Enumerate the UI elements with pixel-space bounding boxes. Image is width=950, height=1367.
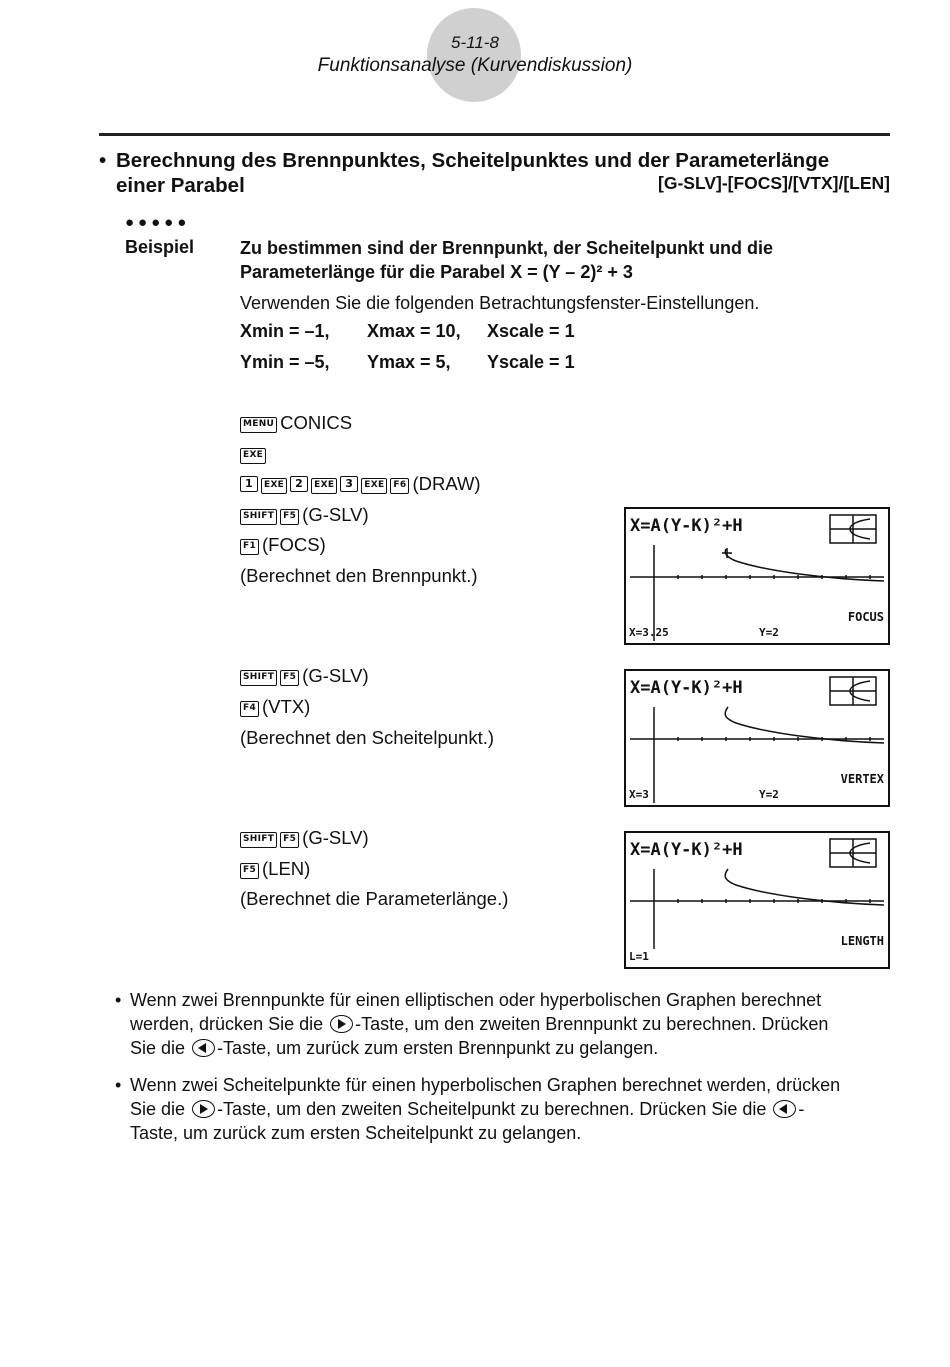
window-intro: Verwenden Sie die folgenden Betrachtungsfenster-Einstellungen. — [240, 293, 760, 313]
menu-key: MENU — [240, 417, 277, 433]
key-3: 3 — [340, 476, 358, 492]
setting-xmax: Xmax = 10, — [367, 321, 461, 341]
f4-key: F4 — [240, 701, 259, 717]
section-function-tag: [G-SLV]-[FOCS]/[VTX]/[LEN] — [658, 173, 890, 193]
shift-key: SHIFT — [240, 832, 277, 848]
step-menu-conics — [240, 411, 352, 435]
key-1: 1 — [240, 476, 258, 492]
step-vtx — [240, 695, 310, 719]
note1-line2b: -Taste, um den zweiten Brennpunkt zu berechnen. Drücken — [355, 1014, 829, 1034]
calculator-screen-vertex — [624, 669, 890, 807]
step-vtx-note: (Berechnet den Scheitelpunkt.) — [240, 727, 495, 748]
screen-result-length: L=1 — [629, 950, 649, 963]
exe-key: EXE — [261, 478, 287, 494]
screen-result-x: X=3.25 — [629, 626, 669, 639]
step-gslv-3 — [240, 826, 369, 850]
exe-key: EXE — [311, 478, 337, 494]
step-exe — [240, 442, 269, 466]
step-focs — [240, 533, 326, 557]
note2-line2c: - — [798, 1099, 805, 1119]
step-draw-label: (DRAW) — [412, 473, 481, 494]
example-task-line2: Parameterlänge für die Parabel X = (Y – 2)² + 3 — [240, 262, 633, 282]
screen-result-y: Y=2 — [759, 788, 779, 801]
example-task-line1: Zu bestimmen sind der Brennpunkt, der Scheitelpunkt und die — [240, 238, 774, 258]
left-arrow-key-icon — [192, 1039, 215, 1057]
f5-key: F5 — [280, 832, 299, 848]
note-bullet: • — [115, 1075, 122, 1095]
right-arrow-key-icon — [330, 1015, 353, 1033]
exe-key: EXE — [240, 448, 266, 464]
left-arrow-key-icon — [773, 1100, 796, 1118]
step-gslv-label: (G-SLV) — [302, 827, 369, 848]
section-rule — [99, 133, 890, 136]
chapter-title: Funktionsanalyse (Kurvendiskussion) — [317, 55, 633, 76]
f5-key: F5 — [240, 863, 259, 879]
step-gslv-label: (G-SLV) — [302, 504, 369, 525]
setting-ymax: Ymax = 5, — [367, 352, 451, 372]
key-2: 2 — [290, 476, 308, 492]
screen-formula: X=A(Y-K)²+H — [630, 516, 743, 536]
example-label: Beispiel — [125, 237, 195, 257]
step-focs-label: (FOCS) — [262, 534, 326, 555]
section-title-line1: Berechnung des Brennpunktes, Scheitelpunktes und der Parameterlänge — [116, 149, 830, 172]
f1-key: F1 — [240, 539, 259, 555]
setting-yscale: Yscale = 1 — [487, 352, 575, 372]
note1-line2a: werden, drücken Sie die — [130, 1014, 324, 1034]
step-gslv-2 — [240, 664, 369, 688]
screen-function-label: FOCUS — [847, 610, 884, 624]
step-len — [240, 857, 310, 881]
note2-line2a: Sie die — [130, 1099, 186, 1119]
step-len-note: (Berechnet die Parameterlänge.) — [240, 888, 509, 909]
right-arrow-key-icon — [192, 1100, 215, 1118]
note-vertex — [115, 1073, 885, 1145]
note1-line3b: -Taste, um zurück zum ersten Brennpunkt zu gelangen. — [217, 1038, 659, 1058]
page-number: 5-11-8 — [451, 33, 499, 52]
calculator-screen-length — [624, 831, 890, 969]
section-bullet: • — [99, 149, 107, 172]
screen-result-x: X=3 — [629, 788, 649, 801]
screen-function-label: VERTEX — [840, 772, 884, 786]
screen-formula: X=A(Y-K)²+H — [630, 678, 743, 698]
step-gslv-1 — [240, 503, 369, 527]
f5-key: F5 — [280, 670, 299, 686]
step-vtx-label: (VTX) — [262, 696, 311, 717]
note-bullet: • — [115, 990, 122, 1010]
step-gslv-label: (G-SLV) — [302, 665, 369, 686]
setting-xscale: Xscale = 1 — [487, 321, 575, 341]
screen-result-y: Y=2 — [759, 626, 779, 639]
step-len-label: (LEN) — [262, 858, 311, 879]
note2-line3: Taste, um zurück zum ersten Scheitelpunkt zu gelangen. — [130, 1123, 582, 1143]
note-focus — [115, 988, 885, 1060]
note1-line3a: Sie die — [130, 1038, 186, 1058]
step-conics-label: CONICS — [280, 412, 353, 433]
note1-line1: Wenn zwei Brennpunkte für einen elliptischen oder hyperbolischen Graphen berechnet — [130, 990, 822, 1010]
step-parameters-draw — [240, 472, 481, 496]
setting-ymin: Ymin = –5, — [240, 352, 330, 372]
f5-key: F5 — [280, 509, 299, 525]
step-focs-note: (Berechnet den Brennpunkt.) — [240, 565, 478, 586]
screen-formula: X=A(Y-K)²+H — [630, 840, 743, 860]
screen-function-label: LENGTH — [840, 934, 884, 948]
calculator-screen-focus — [624, 507, 890, 645]
f6-key: F6 — [390, 478, 409, 494]
exe-key: EXE — [361, 478, 387, 494]
note2-line1: Wenn zwei Scheitelpunkte für einen hyperbolischen Graphen berechnet werden, drücken — [130, 1075, 841, 1095]
section-title-line2: einer Parabel — [116, 174, 245, 197]
shift-key: SHIFT — [240, 670, 277, 686]
setting-xmin: Xmin = –1, — [240, 321, 330, 341]
shift-key: SHIFT — [240, 509, 277, 525]
note2-line2b: -Taste, um den zweiten Scheitelpunkt zu berechnen. Drücken Sie die — [217, 1099, 767, 1119]
example-dots: ●●●●● — [125, 214, 191, 231]
